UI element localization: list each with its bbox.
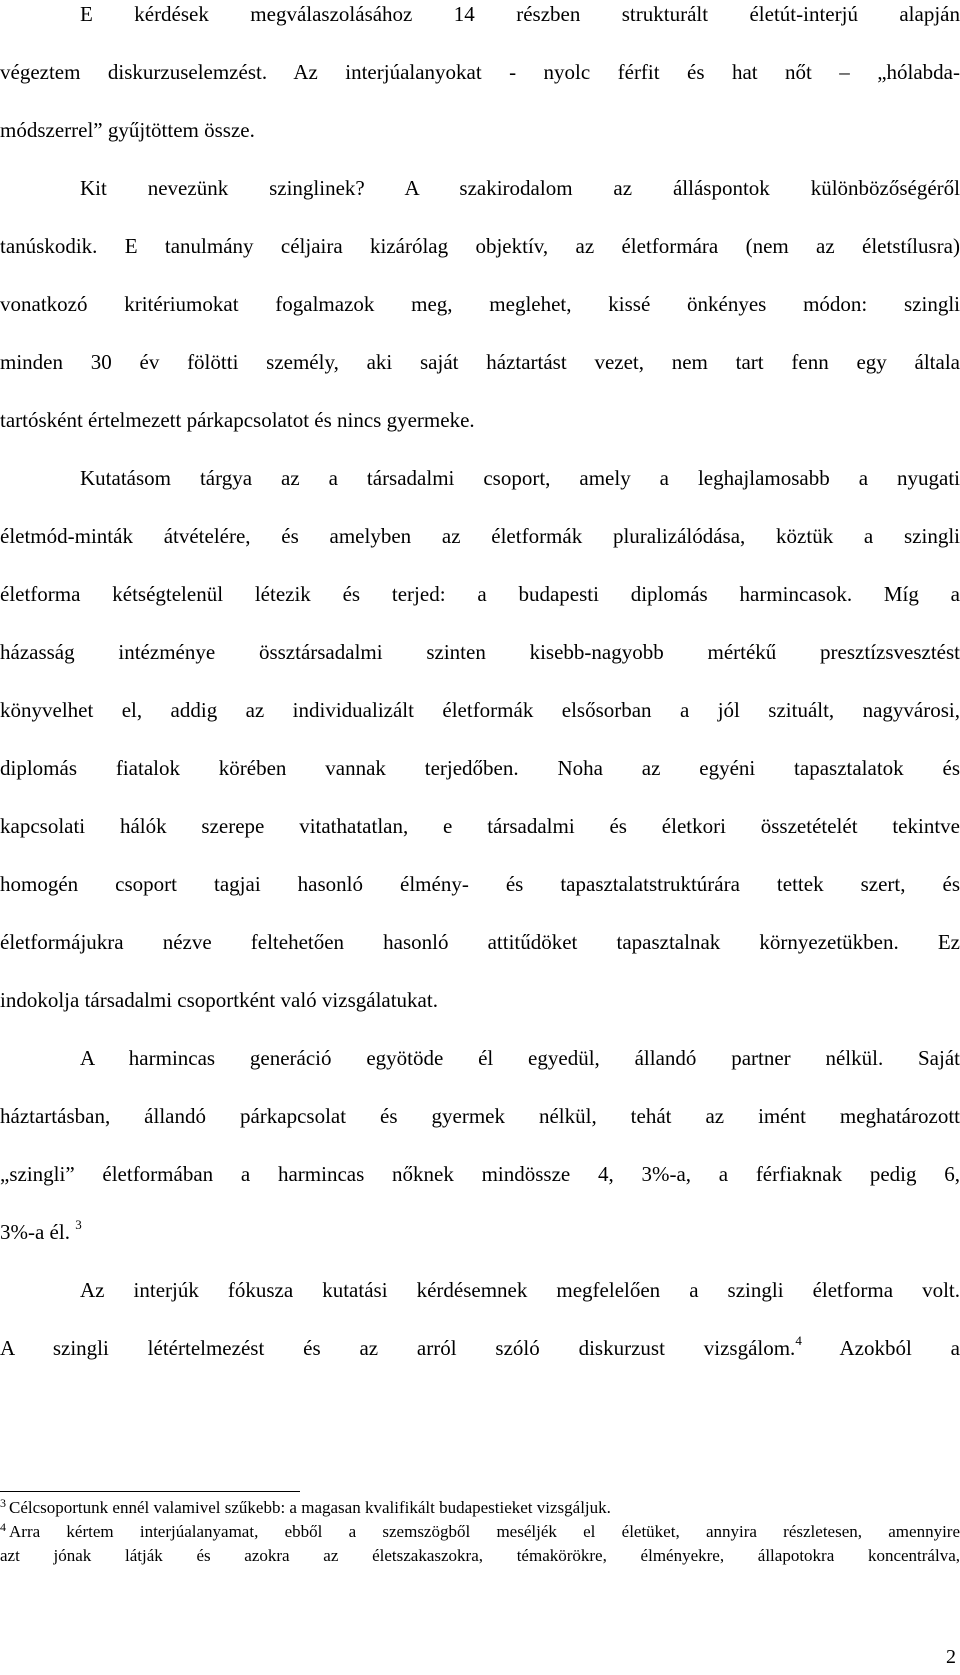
- text-line: tanúskodik. E tanulmány céljaira kizárólag objektív, az életformára (nem az életstílusra): [0, 234, 960, 258]
- text-line: kapcsolati hálók szerepe vitathatatlan, e társadalmi és életkori összetételét tekintve: [0, 814, 960, 838]
- footnote-marker: 4: [0, 1520, 6, 1534]
- footnote-3: [0, 1497, 960, 1520]
- footnote-reference[interactable]: 4: [795, 1333, 802, 1348]
- footnote-reference[interactable]: 3: [75, 1217, 82, 1232]
- text-line: Kutatásom tárgya az a társadalmi csoport, amely a leghajlamosabb a nyugati: [80, 466, 960, 490]
- text-line: minden 30 év fölötti személy, aki saját háztartást vezet, nem tart fenn egy általa: [0, 350, 960, 374]
- text-line: könyvelhet el, addig az individualizált életformák elsősorban a jól szituált, nagyvárosi,: [0, 698, 960, 722]
- text-line: házasság intézménye össztársadalmi szinten kisebb-nagyobb mértékű presztízsvesztést: [0, 640, 960, 664]
- text-line: homogén csoport tagjai hasonló élmény- és tapasztalatstruktúrára tettek szert, és: [0, 872, 960, 896]
- text-line: 3%-a él. $^3$: [0, 1217, 82, 1244]
- text-line: E kérdések megválaszolásához 14 részben strukturált életút-interjú alapján: [80, 2, 960, 26]
- text-line: végeztem diskurzuselemzést. Az interjúalanyokat - nyolc férfit és hat nőt – „hólabda-: [0, 60, 960, 84]
- text-line: A harmincas generáció egyötöde él egyedül, állandó partner nélkül. Saját: [80, 1046, 960, 1070]
- text-line: tartósként értelmezett párkapcsolatot és nincs gyermeke.: [0, 408, 475, 432]
- footnote-separator: [0, 1491, 300, 1492]
- text-line: módszerrel” gyűjtöttem össze.: [0, 118, 255, 142]
- text-line: „szingli” életformában a harmincas nőknek mindössze 4, 3%-a, a férfiaknak pedig 6,: [0, 1162, 960, 1186]
- text-line: életforma kétségtelenül létezik és terjed: a budapesti diplomás harmincasok. Míg a: [0, 582, 960, 606]
- page-number: 2: [946, 1646, 956, 1668]
- footnote-4-continuation: [0, 1545, 960, 1567]
- text-line: indokolja társadalmi csoportként való vizsgálatukat.: [0, 988, 438, 1012]
- footnote-text: Arra kértem interjúalanyamat, ebből a szemszögből meséljék el életüket, annyira részletesen, amennyire: [9, 1522, 960, 1541]
- text-line: Az interjúk fókusza kutatási kérdésemnek megfelelően a szingli életforma volt.: [80, 1278, 960, 1302]
- footnote-text: Célcsoportunk ennél valamivel szűkebb: a magasan kvalifikált budapestieket vizsgáljuk.: [9, 1498, 611, 1517]
- text-line: Kit nevezünk szinglinek? A szakirodalom az álláspontok különbözőségéről: [80, 176, 960, 200]
- text-line: A szingli létértelmezést és az arról szóló diskurzust vizsgálom.$^4$ Azokból a: [0, 1333, 960, 1360]
- text-line: diplomás fiatalok körében vannak terjedőben. Noha az egyéni tapasztalatok és: [0, 756, 960, 780]
- footnote-4: [0, 1521, 960, 1544]
- text-line: vonatkozó kritériumokat fogalmazok meg, meglehet, kissé önkényes módon: szingli: [0, 292, 960, 316]
- text-line: háztartásban, állandó párkapcsolat és gyermek nélkül, tehát az imént meghatározott: [0, 1104, 960, 1128]
- footnote-marker: 3: [0, 1496, 6, 1510]
- footnote-text: azt jónak látják és azokra az életszakaszokra, témakörökre, élményekre, állapotokra koncentrálva,: [0, 1546, 960, 1565]
- text-line: életformájukra nézve feltehetően hasonló attitűdöket tapasztalnak környezetükben. Ez: [0, 930, 960, 954]
- text-line: életmód-minták átvételére, és amelyben az életformák pluralizálódása, köztük a szingli: [0, 524, 960, 548]
